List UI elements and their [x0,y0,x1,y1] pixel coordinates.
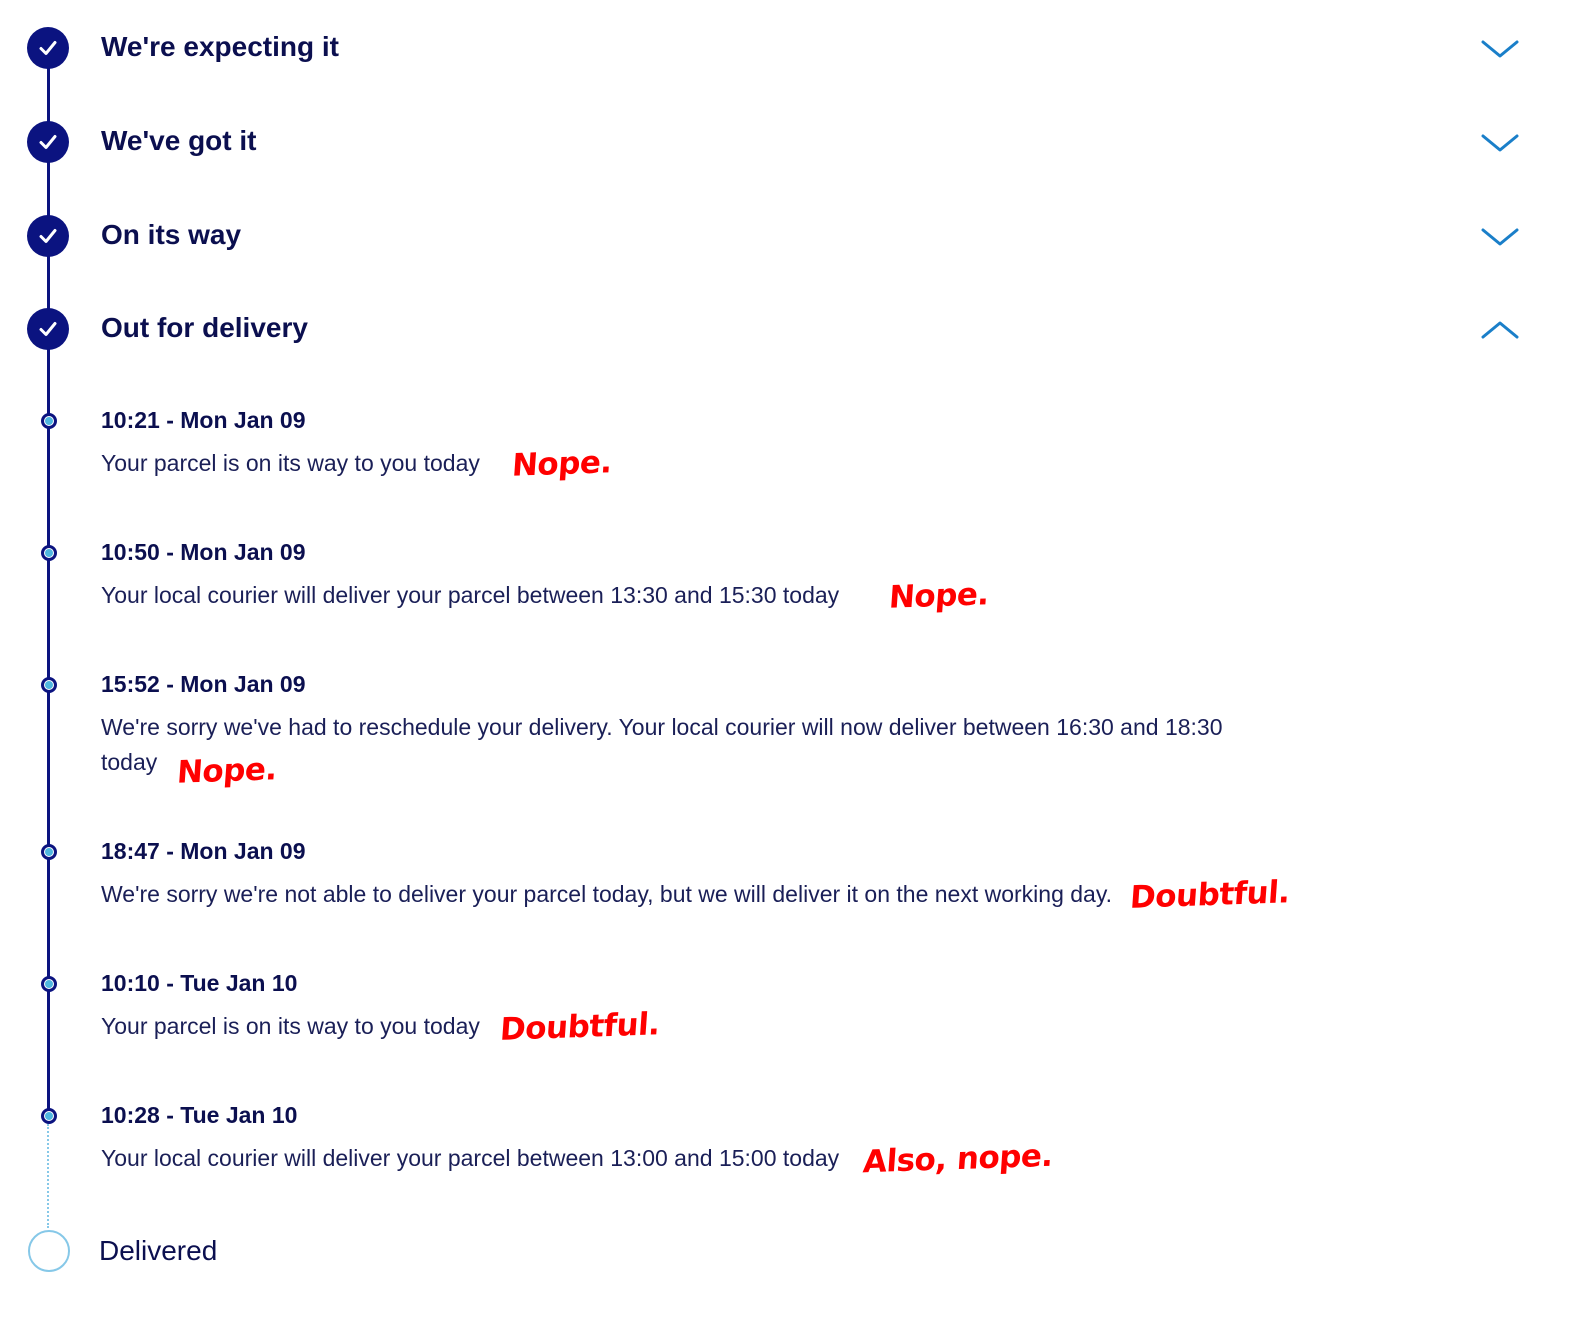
event-message-text: Your parcel is on its way to you today [101,1013,480,1039]
event-time: 10:21 - Mon Jan 09 [101,407,306,433]
check-icon [27,215,69,257]
timeline-rail-pending [47,1124,49,1228]
event-message [101,710,1461,792]
event-time: 10:28 - Tue Jan 10 [101,1102,298,1128]
event-message [101,1138,1055,1181]
annotation-note: Doubtful. [498,1006,661,1049]
step-title: Out for delivery [101,312,308,343]
event-message [101,874,1291,917]
event-message [101,1006,661,1049]
event-time: 18:47 - Mon Jan 09 [101,838,306,864]
step-expecting[interactable] [0,18,1572,78]
event-time: 10:10 - Tue Jan 10 [101,970,298,996]
event-dot [41,976,57,992]
check-icon [27,308,69,350]
event-dot [41,844,57,860]
event-dot [41,413,57,429]
step-got-it[interactable] [0,112,1572,172]
annotation-note: Nope. [510,444,613,485]
event-message-line: today [101,749,158,775]
chevron-down-icon[interactable] [1478,30,1522,66]
event-dot [41,545,57,561]
event-message-text: Your parcel is on its way to you today [101,450,480,476]
event-message [101,576,991,617]
event-message-line: We're sorry we've had to reschedule your delivery. Your local courier will now deliver between 16:30 and 18:30 [101,714,1223,740]
chevron-down-icon[interactable] [1478,218,1522,254]
pending-circle-icon [28,1230,70,1272]
chevron-down-icon[interactable] [1478,124,1522,160]
event-message-text: Your local courier will deliver your parcel between 13:30 and 15:30 today [101,582,840,608]
check-icon [27,121,69,163]
step-on-its-way[interactable] [0,206,1572,266]
annotation-note: Nope. [887,576,991,617]
check-icon [27,27,69,69]
event-message-text: Your local courier will deliver your parcel between 13:00 and 15:00 today [101,1145,840,1171]
step-title: On its way [101,219,242,250]
event-time: 15:52 - Mon Jan 09 [101,671,306,697]
event-dot [41,677,57,693]
step-out-for-delivery[interactable] [0,299,1572,359]
event-time: 10:50 - Mon Jan 09 [101,539,306,565]
step-delivered: Delivered [99,1235,218,1266]
step-title: We're expecting it [101,31,339,62]
annotation-note: Nope. [176,751,279,792]
event-message-text: We're sorry we're not able to deliver your parcel today, but we will deliver it on the next working day. [101,881,1113,907]
event-dot [41,1108,57,1124]
annotation-note: Doubtful. [1128,874,1291,917]
event-message [101,444,613,485]
annotation-note: Also, nope. [861,1138,1055,1181]
step-title: We've got it [101,125,257,156]
chevron-up-icon[interactable] [1478,311,1522,347]
